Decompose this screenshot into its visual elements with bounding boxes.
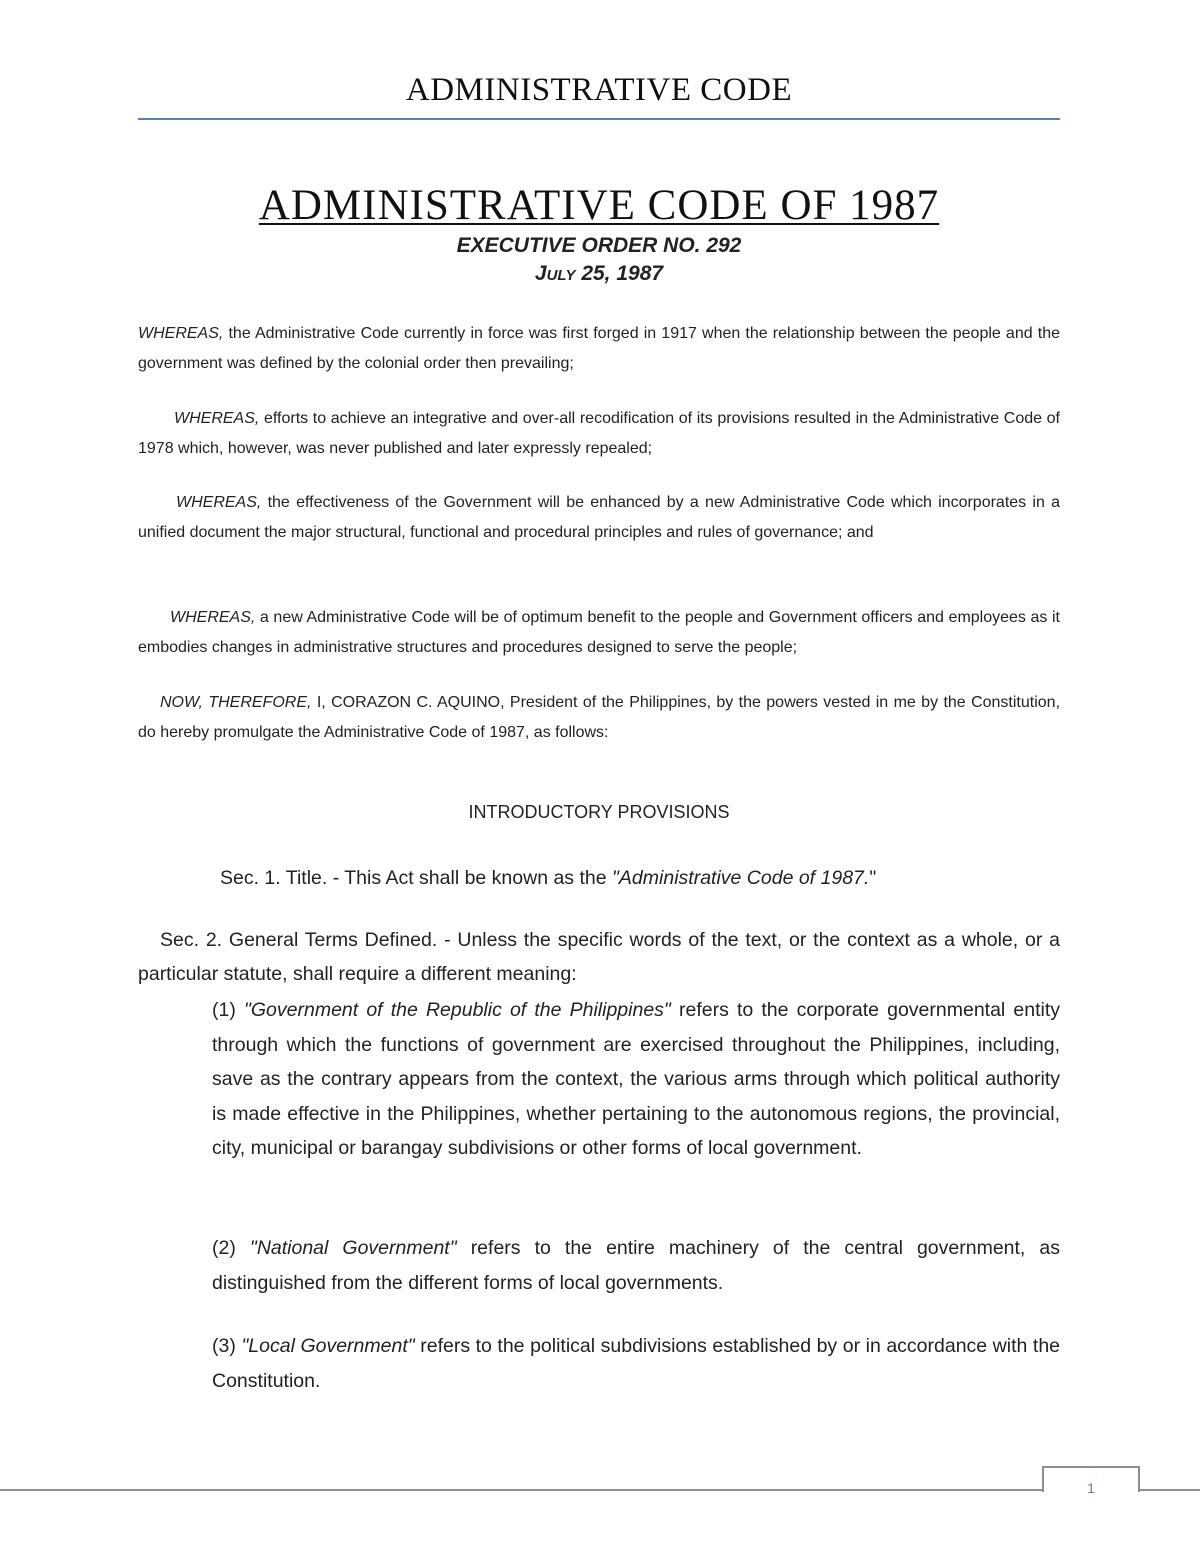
preamble-text: a new Administrative Code will be of optimum benefit to the people and Government officers and employees as it embodies changes in administrative structures and procedures designed to serve the people; bbox=[138, 609, 1060, 656]
page-number: 1 bbox=[1087, 1480, 1095, 1496]
definition-text: refers to the corporate governmental entity through which the functions of government are exercised throughout the Philippines, including, save as the contrary appears from the context, the various arms through which political authority is made effective in the Philippines, whether pertaining to the autonomous regions, the provincial, city, municipal or barangay subdivisions or other forms of local government. bbox=[212, 999, 1060, 1159]
definition-item bbox=[212, 993, 1060, 1166]
preamble-text: efforts to achieve an integrative and over-all recodification of its provisions resulted in the Administrative Code of 1978 which, however, was never published and later expressly repealed; bbox=[138, 410, 1060, 457]
definition-number: (2) bbox=[212, 1237, 250, 1259]
definition-text: refers to the entire machinery of the central government, as distinguished from the different forms of local governments. bbox=[212, 1237, 1061, 1294]
definition-term: "Government of the Republic of the Philippines" bbox=[243, 999, 671, 1021]
definition-text: refers to the political subdivisions established by or in accordance with the Constitution. bbox=[212, 1335, 1061, 1392]
footer-rule bbox=[0, 1489, 1200, 1491]
preamble-paragraph bbox=[138, 603, 1060, 662]
preamble-text: I, CORAZON C. AQUINO, President of the Philippines, by the powers vested in me by the Constitution, do hereby promulgate the Administrative Code of 1987, as follows: bbox=[138, 694, 1061, 741]
whereas-lead: WHEREAS, bbox=[170, 609, 256, 626]
whereas-lead: WHEREAS, bbox=[174, 410, 260, 427]
preamble-text: the effectiveness of the Government will be enhanced by a new Administrative Code which incorporates in a unified document the major structural, functional and procedural principles and rules of governance; and bbox=[138, 494, 1060, 541]
executive-order-number: EXECUTIVE ORDER NO. 292 bbox=[456, 234, 742, 257]
section-2: Sec. 2. General Terms Defined. - Unless the specific words of the text, or the context as a whole, or a particular statute, shall require a different meaning: bbox=[138, 929, 1060, 985]
definition-term: "Local Government" bbox=[241, 1335, 415, 1357]
definition-item bbox=[212, 1231, 1060, 1300]
preamble-paragraph bbox=[138, 319, 1060, 378]
section-heading: INTRODUCTORY PROVISIONS bbox=[468, 802, 730, 822]
order-date: July 25, 1987 bbox=[534, 262, 664, 285]
definition-number: (3) bbox=[212, 1335, 242, 1357]
now-therefore-lead: NOW, THEREFORE, bbox=[160, 694, 312, 711]
section-1-quote: "Administrative Code of 1987. bbox=[612, 867, 870, 889]
section-1-text: Sec. 1. Title. - This Act shall be known as the bbox=[220, 867, 612, 889]
whereas-lead: WHEREAS, bbox=[176, 494, 262, 511]
definition-term: "National Government" bbox=[249, 1237, 457, 1259]
definition-item bbox=[212, 1329, 1060, 1398]
document-title: ADMINISTRATIVE CODE OF 1987 bbox=[258, 182, 940, 229]
section-1-tail: " bbox=[869, 867, 877, 889]
preamble-text: the Administrative Code currently in force was first forged in 1917 when the relationship between the people and the government was defined by the colonial order then prevailing; bbox=[138, 325, 1060, 372]
definition-number: (1) bbox=[212, 999, 244, 1021]
running-header: ADMINISTRATIVE CODE bbox=[405, 72, 793, 108]
whereas-lead: WHEREAS, bbox=[138, 325, 224, 342]
page-number-box bbox=[1042, 1466, 1140, 1496]
section-1 bbox=[138, 861, 1060, 895]
header-rule bbox=[138, 118, 1060, 120]
preamble-paragraph bbox=[138, 688, 1060, 747]
preamble-paragraph bbox=[138, 404, 1060, 463]
preamble-paragraph bbox=[138, 488, 1060, 547]
